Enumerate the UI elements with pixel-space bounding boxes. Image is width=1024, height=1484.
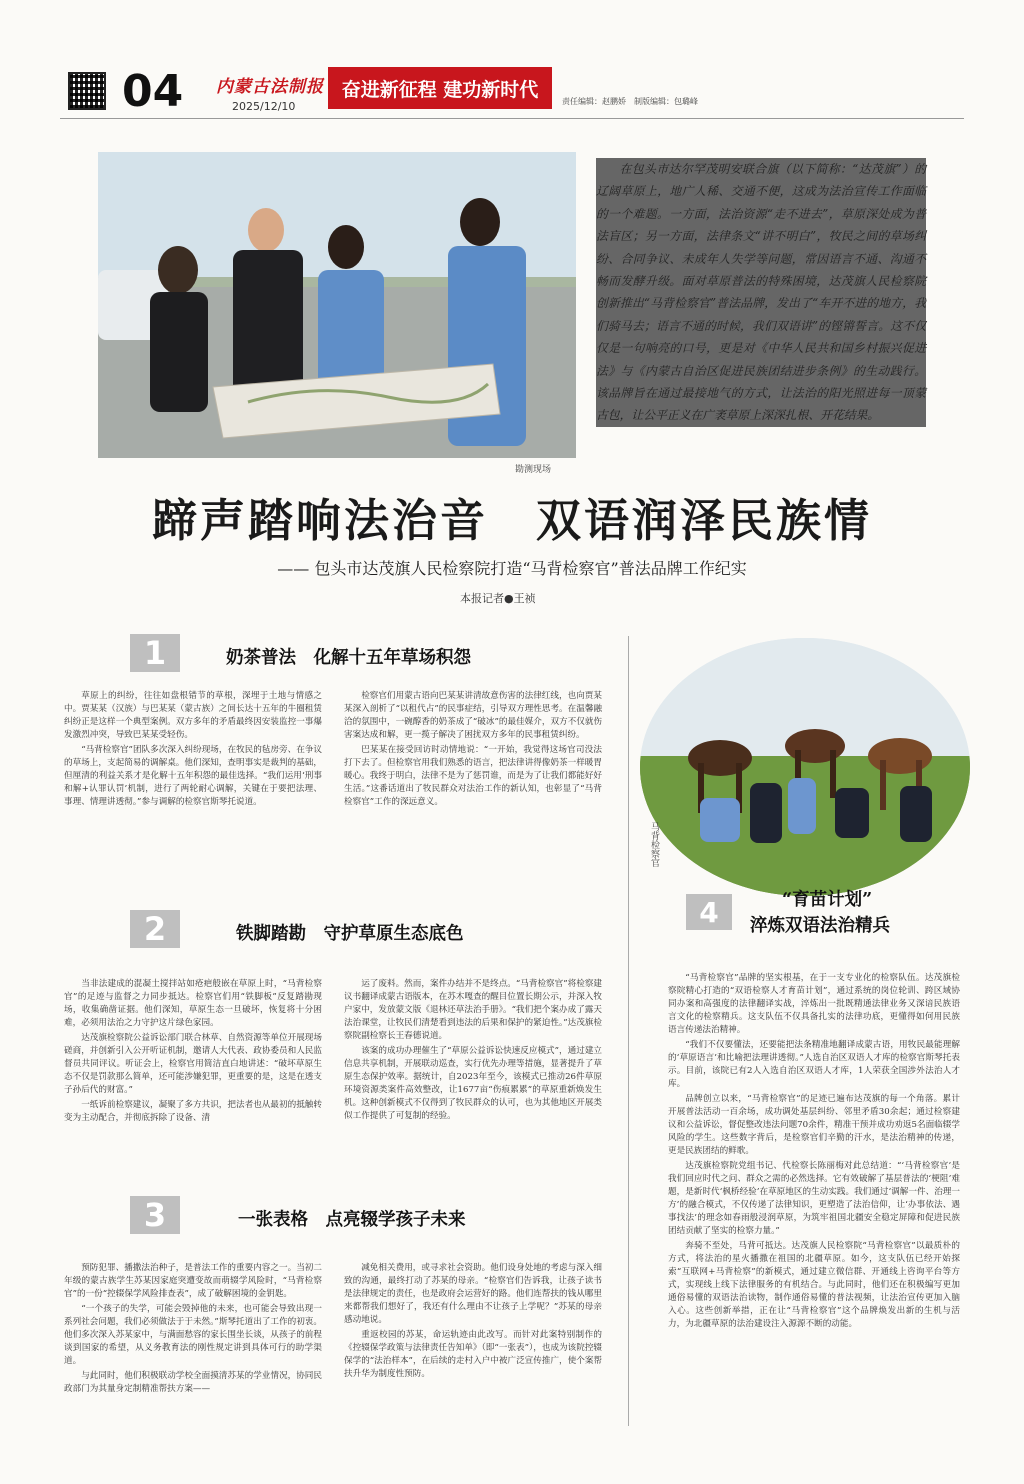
issue-date: 2025/12/10 xyxy=(232,100,296,113)
paragraph: 预防犯罪、播撒法治种子，是普法工作的重要内容之一。当初二年级的蒙古族学生苏某因家庭突遭变故而萌辍学风险时，“马背检察官”的一份“控辍保学风险排查表”，成了破解困境的金钥匙。 xyxy=(64,1263,322,1299)
section-1-number: 1 xyxy=(130,634,180,672)
intro-text: 在包头市达尔罕茂明安联合旗（以下简称：“达茂旗”）的辽阔草原上，地广人稀、交通不便，这成为法治宣传工作面临的一个难题。一方面，法治资源“走不进去”，草原深处成为普法盲区；另一方面，法律条文“讲不明白”，牧民之间的草场纠纷、合同争议、未成年人失学等问题，常因语言不通、沟通不畅而发酵升级。面对草原普法的特殊困境，达茂旗人民检察院创新推出“马背检察官”普法品牌，发出了“车开不进的地方，我们骑马去；语言不通的时候，我们双语讲”的铿锵誓言。这不仅仅是一句响亮的口号，更是对《中华人民共和国乡村振兴促进法》与《内蒙古自治区促进民族团结进步条例》的生动践行。该品牌旨在通过最接地气的方式，让法治的阳光照进每一顶蒙古包，让公平正义在广袤草原上深深扎根、开花结果。 xyxy=(596,158,926,427)
paragraph: 该案的成功办理催生了“草原公益诉讼快速反应模式”，通过建立信息共享机制，开展联动巡查，实行优先办理等措施，显著提升了草原生态保护效率。据统计，自2023年至今，该模式已推动26件草原环境资源类案件高效整改，让1677亩“伤痕累累”的草原重新焕发生机。这种创新模式不仅得到了牧民群众的认可，也为其他地区开展类似工作提供了可复制的经验。 xyxy=(344,1046,603,1121)
paragraph: 一纸诉前检察建议，凝聚了多方共识，把法者也从最初的抵触转变为主动配合，并彻底拆除了设备、清 xyxy=(64,1100,322,1123)
section-1-column-1 xyxy=(64,690,322,811)
horseback-prosecutors-photo xyxy=(640,638,970,896)
paragraph: 当非法建成的混凝土搅拌站如疮疤般嵌在草原上时，“马背检察官”的足迹与监督之力同步抵达。检察官们用“铁脚板”反复踏勘现场，收集确凿证据。他们深知，草原生态一旦破坏，恢复将十分困难，必须用法治之力守护这片绿色家园。 xyxy=(64,979,322,1028)
section-4-title-line-2: 淬炼双语法治精兵 xyxy=(750,916,890,936)
paragraph: 重返校园的苏某，命运轨迹由此改写。而针对此案特别制作的《控辍保学政策与法律责任告知单》（即“一张表”），也成为该院控辍保学的“法治样本”，在后续的走村入户中被广泛宣传推广，使个案帮扶升华为制度性预防。 xyxy=(344,1330,603,1379)
paragraph: 奔骑不至处，马背可抵达。达茂旗人民检察院“马背检察官”以最质朴的方式，将法治的星火播撒在祖国的北疆草原。如今，这支队伍已经开始探索“互联网+马背检察”的新模式，通过建立微信群、开通线上咨询平台等方式，实现线上线下法律服务的有机结合。与此同时，他们还在积极编写更加通俗易懂的双语法治读物，制作通俗易懂的普法视频，让法治宣传更加入脑入心。这些创新举措，正在让“马背检察官”这个品牌焕发出新的生机与活力，为北疆草原的法治建设注入源源不断的动能。 xyxy=(668,1241,960,1329)
paragraph: 草原上的纠纷，往往如盘根错节的草根，深埋于土地与情感之中。贾某某（汉族）与巴某某（蒙古族）之间长达十五年的牛圈租赁纠纷正是这样一个典型案例。双方多年的矛盾最终因安装监控一事爆发激烈冲突，导致巴某某受轻伤。 xyxy=(64,691,322,740)
section-3-number: 3 xyxy=(130,1196,180,1234)
section-4-number: 4 xyxy=(686,894,732,930)
column-banner: 奋进新征程 建功新时代 xyxy=(328,67,552,109)
header-divider xyxy=(60,118,964,119)
section-4-title-line-1: “育苗计划” xyxy=(782,890,873,910)
paragraph: “马背检察官”团队多次深入纠纷现场，在牧民的毡房旁、在争议的草场上，支起简易的调解桌。他们深知，查明事实是裁判的基础，但厘清的利益关系才是化解十五年积怨的最佳选择。“我们运用‘刑事和解+认罪认罚’机制，进行了两轮耐心调解，关键在于要把法理、事理、情理讲透彻。”参与调解的检察官斯琴托说道。 xyxy=(64,745,323,807)
section-4-column xyxy=(668,972,960,1333)
editor-credits: 责任编辑：赵鹏娇 制版编辑：包璐峰 xyxy=(562,97,698,106)
masthead-logo: 内蒙古法制报 xyxy=(216,77,324,97)
paragraph: 检察官们用蒙古语向巴某某讲清故意伤害的法律红线，也向贾某某深入剖析了“以租代占”的民事症结，引导双方理性思考。在温馨融洽的氛围中，一碗醇香的奶茶成了“破冰”的最佳媒介，双方不仅就伤害案达成和解，更一揽子解决了困扰双方多年的民事租赁纠纷。 xyxy=(344,691,603,740)
paragraph: “我们不仅要懂法，还要能把法条精准地翻译成蒙古语，用牧民最能理解的‘草原语言’和比喻把法理讲透彻。”人选自治区双语人才库的检察官斯琴托表示。目前，该院已有2人入选自治区双语人才库，1人荣获全国涉外法治人才库。 xyxy=(668,1040,960,1089)
paragraph: 运了废料。然而，案件办结并不是终点。“马背检察官”将检察建议书翻译成蒙古语版本，在苏木嘎查的醒目位置长期公示，并深入牧户家中，发放蒙文版《退林还草法治手册》。“我们把个案办成了露天法治课堂，让牧民们清楚看到违法的后果和保护的紧迫性。”达茂旗检察院副检察长王春德说道。 xyxy=(344,979,603,1041)
section-3-title: 一张表格 点亮辍学孩子未来 xyxy=(238,1210,466,1230)
section-2-title: 铁脚踏勘 守护草原生态底色 xyxy=(236,924,464,944)
paragraph: 品牌创立以来，“马背检察官”的足迹已遍布达茂旗的每一个角落。累计开展普法活动一百余场，成功调处基层纠纷、邻里矛盾30余起；通过检察建议和公益诉讼，督促整改违法问题70余件，精准干预并成功劝返5名面临辍学风险的学生。这些数字背后，是检察官们辛勤的汗水，是法治精神的传递，更是民族团结的鲜歌。 xyxy=(668,1094,960,1156)
survey-photo-caption: 勘测现场 xyxy=(515,465,552,475)
paragraph: “马背检察官”品牌的坚实根基，在于一支专业化的检察队伍。达茂旗检察院精心打造的“双语检察人才育苗计划”，通过系统的岗位轮训、跨区域协同办案和高强度的法律翻译实战，淬炼出一批既精通法律业务又深谙民族语言文化的检察精兵。这支队伍不仅具备扎实的法律功底，更懂得如何用民族语言传递法治精神。 xyxy=(668,973,960,1035)
page-number: 04 xyxy=(122,66,184,117)
section-2-column-1 xyxy=(64,978,322,1127)
section-3-column-1 xyxy=(64,1262,322,1398)
section-2-number: 2 xyxy=(130,910,180,948)
section-2-column-2 xyxy=(344,978,602,1125)
survey-photo xyxy=(98,152,576,458)
section-3-column-2 xyxy=(344,1262,602,1383)
column-divider xyxy=(628,636,629,1426)
headline: 蹄声踏响法治音 双语润泽民族情 xyxy=(151,494,872,547)
qr-code xyxy=(68,72,106,110)
horseback-photo-caption: 马背检察官 xyxy=(649,822,659,867)
paragraph: 与此同时，他们积极联动学校全面摸清苏某的学业情况，协同民政部门为其量身定制精准帮扶方案—— xyxy=(64,1371,322,1394)
paragraph: “一个孩子的失学，可能会毁掉他的未来，也可能会导致出现一系列社会问题，我们必须做法于于未然。”斯琴托道出了工作的初衷。他们多次深入苏某家中，与满面愁容的家长围坐长谈，从孩子的前程谈到国家的希望，从义务教育法的刚性规定讲到具体可行的助学渠道。 xyxy=(64,1304,322,1366)
section-1-title: 奶茶普法 化解十五年草场积怨 xyxy=(226,648,471,668)
survey-photo-illustration xyxy=(98,152,576,458)
paragraph: 减免相关费用，或寻求社会资助。他们设身处地的考虑与深入细致的沟通，最终打动了苏某的母亲。“检察官们告诉我，让孩子读书是法律规定的责任，也是政府会运营好的路。他们连帮扶的钱从哪里来都帮我们想好了，我还有什么理由不让孩子上学呢？”苏某的母亲感动地说。 xyxy=(344,1263,602,1325)
horseback-photo-illustration xyxy=(640,638,970,896)
paragraph: 达茂旗检察院党组书记、代检察长陈丽梅对此总结道：“‘马背检察官’是我们回应时代之问、群众之需的必然选择。它有效破解了基层普法的‘梗阻’难题，是新时代‘枫桥经验’在草原地区的生动实践。我们通过‘调解一件、治理一方’的融合模式，不仅传递了法律知识，更塑造了法治信仰，让‘办事依法、遇事找法’的理念如春雨般浸润草原，为筑牢祖国北疆安全稳定屏障和促进民族团结贡献了坚实的检察力量。” xyxy=(668,1161,960,1236)
section-1-column-2 xyxy=(344,690,602,811)
intro-lead xyxy=(596,158,926,427)
paragraph: 巴某某在接受回访时动情地说：“一开始，我觉得这场官司没法打下去了。但检察官用我们熟悉的语言，把法律讲得像奶茶一样暖胃暖心。我终于明白，法律不是为了惩罚谁，而是为了让我们都能好好生活。”这番话道出了牧民群众对法治工作的新认知，也彰显了“马背检察官”工作的深远意义。 xyxy=(344,745,602,807)
subheadline: —— 包头市达茂旗人民检察院打造“马背检察官”普法品牌工作纪实 xyxy=(277,559,747,578)
paragraph: 达茂旗检察院公益诉讼部门联合林草、自然资源等单位开展现场磋商，并创新引入公开听证机制，邀请人大代表、政协委员和人民监督员共同评议。听证会上，检察官用简洁直白地讲述：“破坏草原生态不仅是罚款那么简单，还可能涉嫌犯罪，更重要的是，这是在透支子孙后代的财富。” xyxy=(64,1033,322,1095)
byline: 本报记者●王祯 xyxy=(460,592,536,605)
